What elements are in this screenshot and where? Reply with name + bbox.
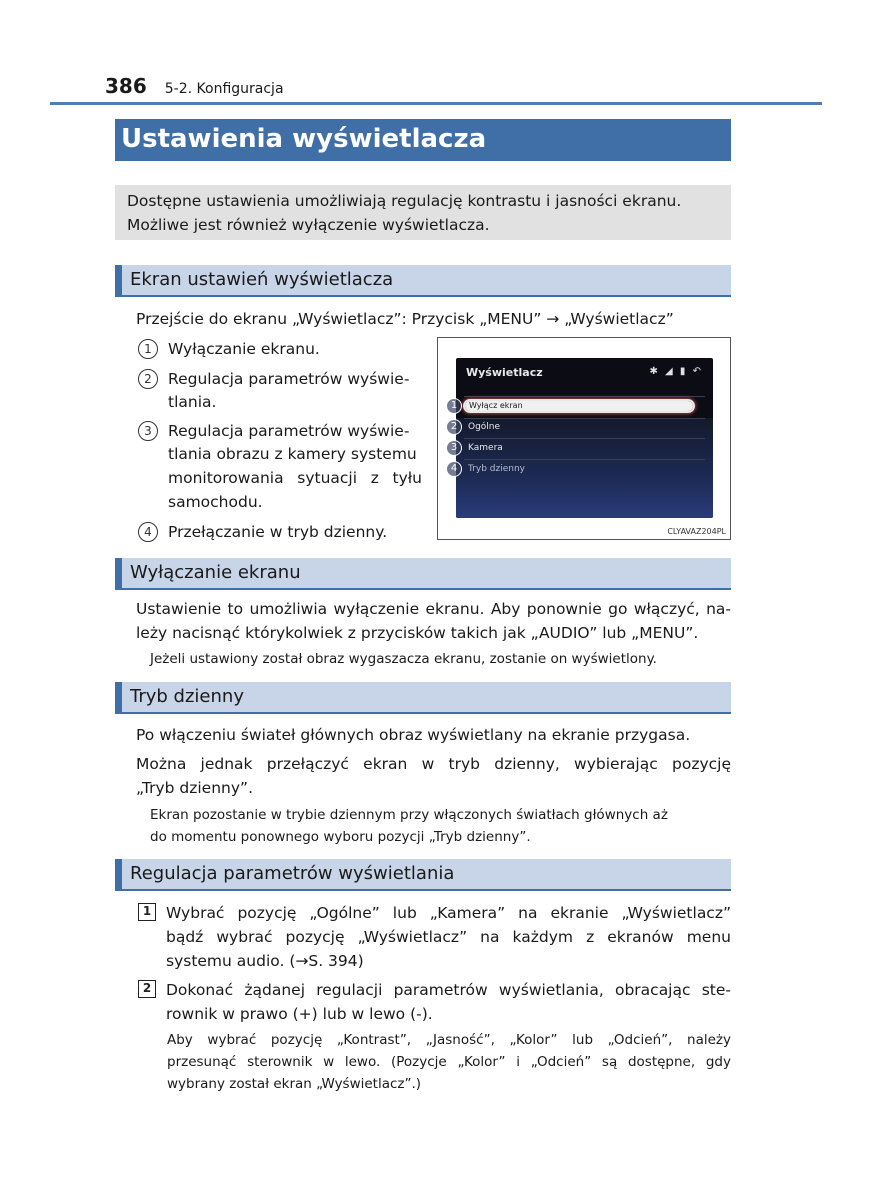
step-text: Dokonać żądanej regulacji parametrów wyświetlania, obracając ste- (166, 981, 731, 999)
image-code: CLYAVAZ204PL (667, 527, 726, 536)
section-heading-text: Regulacja parametrów wyświetlania (130, 863, 455, 884)
step-text: rownik w prawo (+) lub w lewo (-). (166, 1005, 433, 1023)
body-text: „Tryb dzienny”. (136, 779, 253, 797)
step-number: 2 (138, 980, 156, 998)
header-divider (50, 102, 822, 105)
body-text: Po włączeniu świateł głównych obraz wyświetlany na ekranie przygasa. (136, 726, 691, 744)
page-header (105, 74, 284, 102)
menu-item-selected[interactable] (463, 399, 695, 413)
section-heading-day-mode (115, 682, 731, 714)
body-text: Ustawienie to umożliwia wyłączenie ekranu. Aby ponownie go włączyć, na- (136, 600, 731, 618)
screenshot-callout: 2 (446, 419, 462, 435)
body-text: Można jednak przełączyć ekran w tryb dzienny, wybierając pozycję (136, 755, 731, 773)
section-heading-display-settings (115, 265, 731, 297)
list-item: Regulacja parametrów wyświe- (168, 370, 410, 388)
menu-item[interactable]: Tryb dzienny (468, 464, 525, 474)
list-item: monitorowania sytuacji z tyłu (168, 469, 422, 487)
section-heading-text: Ekran ustawień wyświetlacza (130, 269, 394, 290)
note-text: Jeżeli ustawiony został obraz wygaszacza ekranu, zostanie on wyświetlony. (150, 651, 657, 667)
callout-number: 2 (138, 369, 158, 389)
intro-line: Możliwe jest również wyłączenie wyświetlacza. (127, 216, 490, 234)
list-item: tlania. (168, 393, 217, 411)
list-item: Regulacja parametrów wyświe- (168, 422, 410, 440)
heading-accent (115, 682, 122, 712)
note-text: do momentu ponownego wyboru pozycji „Tryb dzienny”. (150, 829, 531, 845)
menu-item[interactable]: Kamera (468, 443, 503, 453)
page-title-bar (115, 119, 731, 161)
section-reference: 5-2. Konfiguracja (164, 81, 284, 97)
status-icons: ✱ ◢ ▮ ↶ (649, 366, 703, 377)
callout-number: 4 (138, 522, 158, 542)
step-text: systemu audio. (→S. 394) (166, 952, 364, 970)
screenshot-callout: 3 (446, 440, 462, 456)
list-item: Wyłączanie ekranu. (168, 340, 320, 358)
section-heading-text: Tryb dzienny (130, 686, 244, 707)
page-number: 386 (105, 74, 147, 98)
menu-item[interactable]: Ogólne (468, 422, 501, 432)
step-text: bądź wybrać pozycję „Wyświetlacz” na każdym z ekranów menu (166, 928, 731, 946)
intro-line: Dostępne ustawienia umożliwiają regulację kontrastu i jasności ekranu. (127, 192, 682, 210)
intro-box (115, 185, 731, 240)
section-heading-adjust-display (115, 859, 731, 891)
callout-number: 1 (138, 339, 158, 359)
navigation-instruction: Przejście do ekranu „Wyświetlacz”: Przycisk „MENU” → „Wyświetlacz” (136, 310, 674, 328)
menu-item-label: Wyłącz ekran (469, 401, 523, 410)
heading-accent (115, 859, 122, 889)
screenshot-callout: 4 (446, 461, 462, 477)
list-item: Przełączanie w tryb dzienny. (168, 523, 388, 541)
callout-number: 3 (138, 421, 158, 441)
heading-accent (115, 265, 122, 295)
note-text: przesunąć sterownik w lewo. (Pozycje „Kolor” i „Odcień” są dostępne, gdy (167, 1054, 731, 1070)
step-number: 1 (138, 903, 156, 921)
list-item: samochodu. (168, 493, 263, 511)
step-text: Wybrać pozycję „Ogólne” lub „Kamera” na ekranie „Wyświetlacz” (166, 904, 731, 922)
screen (456, 358, 713, 518)
heading-accent (115, 558, 122, 588)
page-title: Ustawienia wyświetlacza (121, 124, 487, 154)
note-text: Ekran pozostanie w trybie dziennym przy włączonych światłach głównych aż (150, 807, 668, 823)
screenshot-callout: 1 (446, 398, 462, 414)
display-screenshot (437, 337, 731, 540)
section-heading-screen-off (115, 558, 731, 590)
section-heading-text: Wyłączanie ekranu (130, 562, 301, 583)
body-text: leży nacisnąć którykolwiek z przycisków takich jak „AUDIO” lub „MENU”. (136, 624, 699, 642)
screen-title: Wyświetlacz (466, 366, 543, 379)
note-text: Aby wybrać pozycję „Kontrast”, „Jasność”, „Kolor” lub „Odcień”, należy (167, 1032, 731, 1048)
note-text: wybrany został ekran „Wyświetlacz”.) (167, 1076, 422, 1092)
list-item: tlania obrazu z kamery systemu (168, 445, 417, 463)
